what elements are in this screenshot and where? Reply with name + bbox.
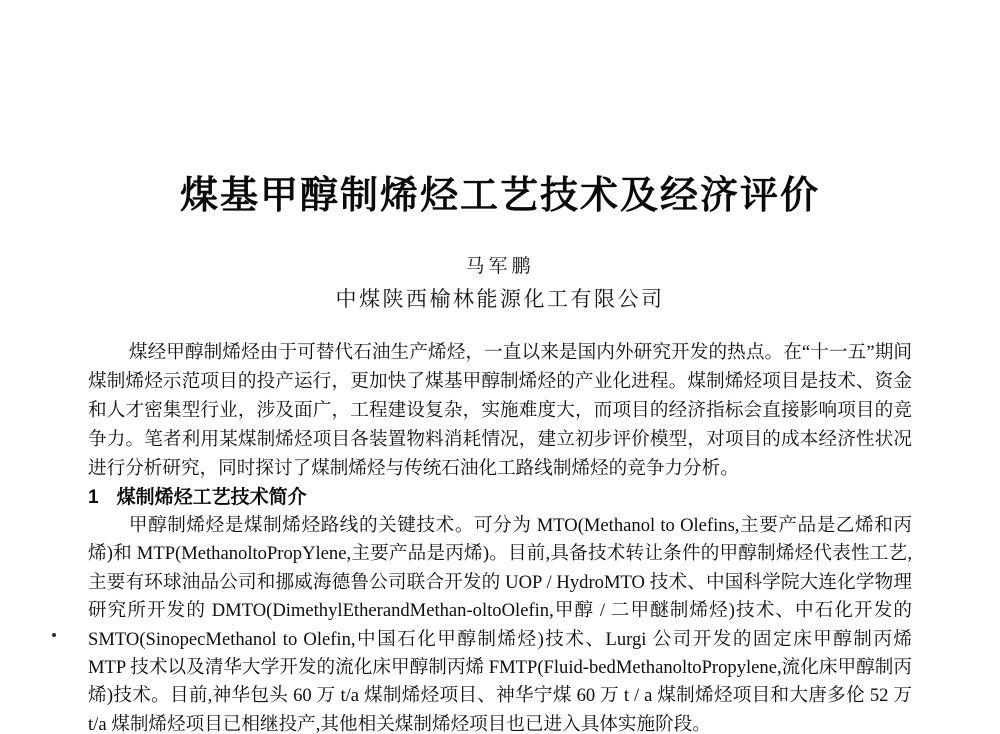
- section-heading: [88, 483, 912, 512]
- abstract-paragraph: 煤经甲醇制烯烃由于可替代石油生产烯烃，一直以来是国内外研究开发的热点。在“十一五”期间煤制烯烃示范项目的投产运行，更加快了煤基甲醇制烯烃的产业化进程。煤制烯烃项目是技术、资金和人才密集型行业，涉及面广，工程建设复杂，实施难度大，而项目的经济指标会直接影响项目的竞争力。笔者利用某煤制烯烃项目各装置物料消耗情况，建立初步评价模型，对项目的成本经济性状况进行分析研究，同时探讨了煤制烯烃与传统石油化工路线制烯烃的竞争力分析。: [88, 342, 912, 479]
- section-title: 煤制烯烃工艺技术简介: [116, 487, 307, 508]
- author-affiliation: 中煤陕西榆林能源化工有限公司: [335, 287, 665, 311]
- margin-dot-artifact: [52, 633, 56, 637]
- author-name: 马军鹏: [465, 256, 535, 277]
- article-body: [88, 338, 912, 734]
- article-title: 煤基甲醇制烯烃工艺技术及经济评价: [179, 175, 820, 217]
- section-paragraph: 甲醇制烯烃是煤制烯烃路线的关键技术。可分为 MTO(Methanol to Olefins,主要产品是乙烯和丙烯)和 MTP(MethanoltoPropYlene,主要产品是丙烯)。目前,具备技术转让条件的甲醇制烯烃代表性工艺,主要有环球油品公司和挪威海德鲁公司联合开发的 UOP / HydroMTO 技术、中国科学院大连化学物理研究所开发的 DMTO(DimethylEtherandMethan-oltoOlefin,甲醇 / 二甲醚制烯烃)技术、中石化开发的 SMTO(SinopecMethanol to Olefin,中国石化甲醇制烯烃)技术、Lurgi 公司开发的固定床甲醇制丙烯 MTP 技术以及清华大学开发的流化床甲醇制丙烯 FMTP(Fluid-bedMethanoltoPropylene,流化床甲醇制丙烯)技术。目前,神华包头 60 万 t/a 煤制烯烃项目、神华宁煤 60 万 t / a 煤制烯烃项目和大唐多伦 52 万 t/a 煤制烯烃项目已相继投产,其他相关煤制烯烃项目也已进入具体实施阶段。: [88, 515, 912, 734]
- section-number: 1: [88, 487, 99, 508]
